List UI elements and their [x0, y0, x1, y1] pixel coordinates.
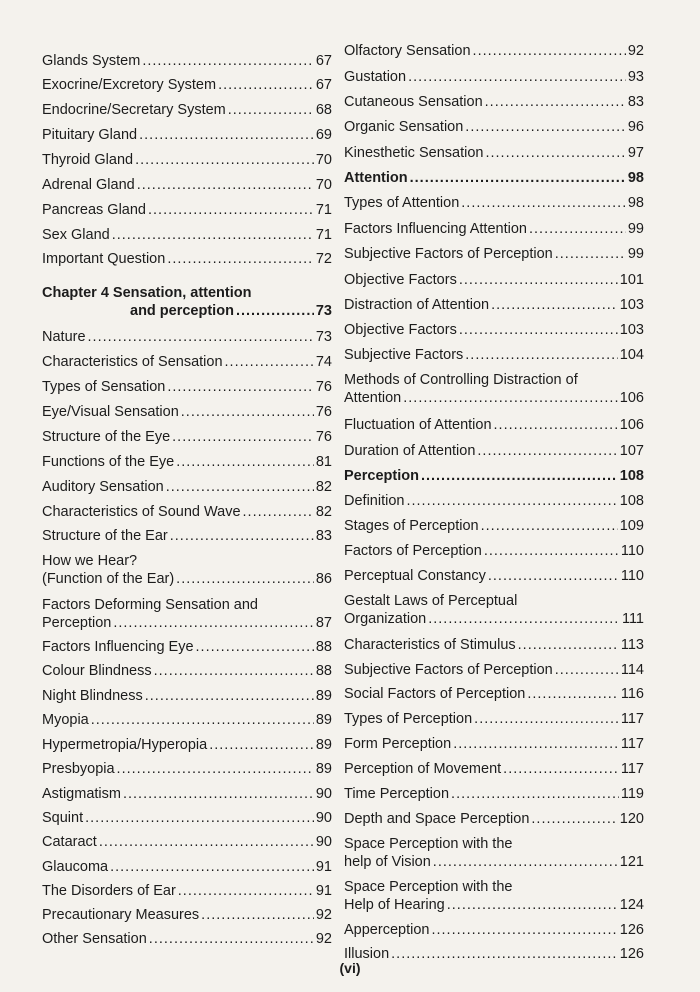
toc-entry-page: 97	[627, 145, 644, 161]
toc-entry	[42, 930, 332, 948]
leader-dots	[453, 735, 619, 753]
leader-dots	[135, 151, 314, 169]
toc-entry-page: 98	[627, 195, 644, 211]
toc-entry-page: 89	[315, 761, 332, 777]
leader-dots	[225, 353, 314, 371]
toc-entry-title: Apperception	[344, 922, 430, 938]
toc-entry	[42, 176, 332, 194]
toc-entry	[42, 882, 332, 900]
toc-entry-title: Organization	[344, 611, 427, 627]
leader-dots	[403, 389, 618, 407]
toc-entry-title: Night Blindness	[42, 688, 143, 704]
toc-entry-title: Types of Sensation	[42, 379, 166, 395]
leader-dots	[555, 661, 619, 679]
toc-entry	[344, 785, 644, 803]
toc-entry-title: Adrenal Gland	[42, 177, 135, 193]
toc-entry-page: 119	[620, 786, 644, 802]
toc-entry	[344, 735, 644, 753]
toc-entry-page: 70	[315, 177, 332, 193]
toc-entry-title: Kinesthetic Sensation	[344, 145, 484, 161]
leader-dots	[117, 760, 314, 778]
toc-entry-title: Presbyopia	[42, 761, 115, 777]
toc-entry-title: Gustation	[344, 69, 407, 85]
leader-dots	[236, 302, 314, 320]
toc-entry	[42, 906, 332, 924]
toc-entry-page: 90	[315, 834, 332, 850]
toc-entry-title: Form Perception	[344, 736, 452, 752]
toc-entry	[42, 226, 332, 244]
toc-entry-title: Organic Sensation	[344, 119, 464, 135]
toc-entry-title: The Disorders of Ear	[42, 883, 176, 899]
leader-dots	[218, 76, 314, 94]
toc-entry	[42, 638, 332, 656]
toc-entry-page: 99	[627, 246, 644, 262]
toc-entry-page: 103	[619, 297, 644, 313]
toc-entry	[42, 453, 332, 471]
toc-entry-title: Cataract	[42, 834, 97, 850]
toc-entry-page: 121	[619, 854, 644, 870]
leader-dots	[431, 921, 617, 939]
leader-dots	[488, 567, 619, 585]
leader-dots	[408, 68, 626, 86]
toc-entry-title: Factors Influencing Eye	[42, 639, 194, 655]
leader-dots	[142, 52, 314, 70]
leader-dots	[465, 346, 618, 364]
toc-entry-page: 83	[315, 528, 332, 544]
toc-entry-title: Precautionary Measures	[42, 907, 200, 923]
toc-entry-page: 76	[315, 429, 332, 445]
chapter-heading-page: 73	[315, 303, 332, 319]
leader-dots	[209, 736, 314, 754]
leader-dots	[148, 201, 314, 219]
toc-entry	[344, 42, 644, 60]
toc-entry-title: Pituitary Gland	[42, 127, 138, 143]
toc-entry-title-line1: Space Perception with the	[344, 879, 513, 895]
toc-entry	[42, 687, 332, 705]
toc-entry-title: Time Perception	[344, 786, 450, 802]
toc-entry-title: Structure of the Eye	[42, 429, 171, 445]
toc-entry-title: Stages of Perception	[344, 518, 479, 534]
leader-dots	[110, 858, 314, 876]
toc-entry-title: Auditory Sensation	[42, 479, 164, 495]
toc-entry-page: 76	[315, 379, 332, 395]
toc-entry-page: 89	[315, 688, 332, 704]
toc-entry	[42, 662, 332, 680]
toc-entry-title: Perceptual Constancy	[344, 568, 486, 584]
chapter-heading-line1: Chapter 4 Sensation, attention	[42, 285, 252, 301]
toc-entry-page: 108	[619, 468, 644, 484]
toc-entry	[42, 328, 332, 346]
toc-entry-page: 90	[315, 786, 332, 802]
leader-dots	[88, 328, 314, 346]
toc-entry	[344, 542, 644, 560]
toc-entry-title: Perception of Movement	[344, 761, 502, 777]
leader-dots	[137, 176, 314, 194]
toc-entry	[42, 478, 332, 496]
toc-entry	[42, 809, 332, 827]
toc-entry	[42, 52, 332, 70]
toc-entry-title: Definition	[344, 493, 405, 509]
toc-entry-title: Fluctuation of Attention	[344, 417, 492, 433]
leader-dots	[145, 687, 314, 705]
toc-entry-page: 111	[621, 611, 644, 627]
toc-entry	[344, 144, 644, 162]
toc-entry-page: 126	[619, 946, 644, 962]
toc-entry-title: Factors of Perception	[344, 543, 482, 559]
leader-dots	[491, 296, 618, 314]
leader-dots	[531, 810, 617, 828]
toc-entry	[42, 201, 332, 219]
leader-dots	[477, 442, 617, 460]
leader-dots	[529, 220, 626, 238]
toc-entry-title: Olfactory Sensation	[344, 43, 471, 59]
leader-dots	[428, 610, 620, 628]
toc-entry	[344, 194, 644, 212]
leader-dots	[465, 118, 626, 136]
toc-entry-page: 109	[619, 518, 644, 534]
toc-entry-page: 124	[619, 897, 644, 913]
leader-dots	[178, 882, 314, 900]
toc-section-heading	[344, 169, 644, 187]
toc-entry	[42, 101, 332, 119]
toc-entry	[344, 517, 644, 535]
toc-entry-title: Characteristics of Stimulus	[344, 637, 516, 653]
leader-dots	[433, 853, 618, 871]
leader-dots	[167, 250, 314, 268]
toc-entry-page: 89	[315, 712, 332, 728]
leader-dots	[474, 710, 619, 728]
leader-dots	[527, 685, 619, 703]
toc-entry-page: 67	[315, 77, 332, 93]
toc-entry	[344, 296, 644, 314]
toc-entry-page: 88	[315, 663, 332, 679]
toc-entry	[42, 736, 332, 754]
toc-entry	[42, 378, 332, 396]
toc-entry	[344, 118, 644, 136]
toc-entry-title: Perception	[42, 615, 112, 631]
toc-entry-page: 106	[619, 417, 644, 433]
toc-entry-page: 91	[315, 883, 332, 899]
toc-entry-page: 88	[315, 639, 332, 655]
toc-entry-title: Characteristics of Sound Wave	[42, 504, 241, 520]
toc-entry-title-line1: Methods of Controlling Distraction of	[344, 372, 578, 388]
toc-entry-title: Glands System	[42, 53, 141, 69]
toc-entry-title: Distraction of Attention	[344, 297, 490, 313]
toc-entry-page: 117	[620, 736, 644, 752]
leader-dots	[461, 194, 626, 212]
toc-entry-title: Colour Blindness	[42, 663, 152, 679]
toc-entry-title: Types of Perception	[344, 711, 473, 727]
toc-entry	[344, 878, 644, 914]
toc-entry-page: 71	[315, 227, 332, 243]
toc-entry	[42, 353, 332, 371]
toc-entry-title: Illusion	[344, 946, 390, 962]
toc-entry-title: Thyroid Gland	[42, 152, 134, 168]
toc-entry-title: Other Sensation	[42, 931, 147, 947]
toc-entry	[42, 428, 332, 446]
leader-dots	[154, 662, 314, 680]
toc-entry-page: 72	[315, 251, 332, 267]
toc-entry	[344, 835, 644, 871]
leader-dots	[91, 711, 314, 729]
toc-entry	[42, 403, 332, 421]
leader-dots	[196, 638, 314, 656]
leader-dots	[485, 93, 626, 111]
toc-entry	[42, 785, 332, 803]
toc-section-heading	[344, 467, 644, 485]
leader-dots	[481, 517, 618, 535]
toc-entry	[344, 346, 644, 364]
chapter-heading	[42, 284, 332, 320]
toc-entry	[344, 685, 644, 703]
toc-entry-title-line1: Gestalt Laws of Perceptual	[344, 593, 518, 609]
leader-dots	[149, 930, 314, 948]
toc-entry-title: Squint	[42, 810, 84, 826]
toc-entry-title: Myopia	[42, 712, 89, 728]
leader-dots	[447, 896, 618, 914]
toc-entry-title: Attention	[344, 390, 402, 406]
toc-entry	[344, 567, 644, 585]
toc-entry-page: 126	[619, 922, 644, 938]
toc-entry-page: 113	[620, 637, 644, 653]
toc-entry-page: 69	[315, 127, 332, 143]
toc-entry-title: Characteristics of Sensation	[42, 354, 223, 370]
toc-entry-page: 71	[315, 202, 332, 218]
leader-dots	[201, 906, 314, 924]
toc-entry-title: Objective Factors	[344, 272, 457, 288]
toc-entry	[344, 442, 644, 460]
toc-entry-title: Functions of the Eye	[42, 454, 175, 470]
leader-dots	[410, 169, 626, 187]
toc-entry-page: 117	[620, 761, 644, 777]
toc-entry-title: Duration of Attention	[344, 443, 476, 459]
toc-entry-page: 92	[315, 907, 332, 923]
leader-dots	[485, 144, 625, 162]
toc-entry	[344, 592, 644, 628]
toc-entry-page: 92	[315, 931, 332, 947]
toc-entry	[344, 245, 644, 263]
toc-entry-page: 101	[619, 272, 644, 288]
toc-entry-title-line1: Space Perception with the	[344, 836, 513, 852]
toc-entry	[42, 76, 332, 94]
toc-entry-title: Perception	[344, 468, 419, 484]
toc-entry	[344, 68, 644, 86]
leader-dots	[176, 453, 314, 471]
leader-dots	[170, 527, 314, 545]
toc-entry-page: 81	[315, 454, 332, 470]
leader-dots	[228, 101, 314, 119]
toc-entry-page: 106	[619, 390, 644, 406]
leader-dots	[166, 478, 314, 496]
toc-entry	[42, 503, 332, 521]
toc-entry-title: Hypermetropia/Hyperopia	[42, 737, 208, 753]
toc-entry-title: Pancreas Gland	[42, 202, 146, 218]
leader-dots	[451, 785, 619, 803]
toc-entry-page: 117	[620, 711, 644, 727]
toc-entry	[344, 810, 644, 828]
leader-dots	[243, 503, 314, 521]
toc-entry	[344, 710, 644, 728]
toc-entry-page: 90	[315, 810, 332, 826]
toc-entry-page: 67	[315, 53, 332, 69]
leader-dots	[85, 809, 314, 827]
chapter-heading-title: and perception	[130, 303, 234, 319]
leader-dots	[176, 570, 314, 588]
toc-entry-title: Astigmatism	[42, 786, 121, 802]
toc-entry-page: 73	[315, 329, 332, 345]
leader-dots	[473, 42, 626, 60]
leader-dots	[113, 614, 314, 632]
toc-entry	[344, 492, 644, 510]
leader-dots	[167, 378, 314, 396]
toc-entry-page: 99	[627, 221, 644, 237]
toc-entry-page: 108	[619, 493, 644, 509]
toc-entry-title: Types of Attention	[344, 195, 460, 211]
toc-entry-page: 89	[315, 737, 332, 753]
toc-entry	[344, 321, 644, 339]
toc-entry-page: 110	[620, 543, 644, 559]
leader-dots	[139, 126, 314, 144]
toc-entry-page: 114	[620, 662, 644, 678]
toc-entry	[344, 371, 644, 407]
toc-entry-page: 104	[619, 347, 644, 363]
leader-dots	[99, 833, 314, 851]
toc-entry	[344, 416, 644, 434]
toc-entry-title: Subjective Factors of Perception	[344, 662, 553, 678]
toc-entry	[344, 271, 644, 289]
toc-entry-title: Cutaneous Sensation	[344, 94, 483, 110]
toc-entry-title: Depth and Space Perception	[344, 811, 530, 827]
toc-entry	[344, 921, 644, 939]
toc-entry-page: 91	[315, 859, 332, 875]
toc-entry-page: 70	[315, 152, 332, 168]
toc-entry-page: 93	[627, 69, 644, 85]
toc-entry	[42, 760, 332, 778]
page-number: (vi)	[339, 960, 361, 976]
leader-dots	[181, 403, 314, 421]
toc-entry-page: 96	[627, 119, 644, 135]
toc-entry-title-line1: How we Hear?	[42, 553, 138, 569]
toc-entry	[344, 636, 644, 654]
toc-entry	[42, 250, 332, 268]
toc-entry	[42, 126, 332, 144]
toc-entry-title: Important Question	[42, 251, 166, 267]
toc-entry-title: Exocrine/Excretory System	[42, 77, 217, 93]
toc-entry-title: Social Factors of Perception	[344, 686, 526, 702]
leader-dots	[494, 416, 618, 434]
toc-entry	[344, 220, 644, 238]
toc-entry-title: Attention	[344, 170, 408, 186]
toc-entry-page: 76	[315, 404, 332, 420]
toc-entry-title: Endocrine/Secretary System	[42, 102, 226, 118]
toc-entry-page: 86	[315, 571, 332, 587]
leader-dots	[459, 321, 618, 339]
leader-dots	[421, 467, 618, 485]
toc-entry-title: Glaucoma	[42, 859, 109, 875]
toc-entry	[42, 151, 332, 169]
toc-entry-page: 68	[315, 102, 332, 118]
toc-entry-title: (Function of the Ear)	[42, 571, 175, 587]
toc-entry	[344, 661, 644, 679]
toc-entry	[344, 760, 644, 778]
toc-entry-title: Nature	[42, 329, 86, 345]
toc-entry-title: Objective Factors	[344, 322, 457, 338]
toc-entry-page: 107	[619, 443, 644, 459]
leader-dots	[518, 636, 619, 654]
toc-entry	[42, 711, 332, 729]
toc-entry-title-line1: Factors Deforming Sensation and	[42, 597, 258, 613]
toc-entry	[42, 858, 332, 876]
toc-entry-page: 74	[315, 354, 332, 370]
toc-entry-page: 120	[619, 811, 644, 827]
toc-entry-page: 92	[627, 43, 644, 59]
toc-entry-title: Help of Hearing	[344, 897, 445, 913]
toc-entry-page: 116	[620, 686, 644, 702]
leader-dots	[503, 760, 619, 778]
toc-entry-page: 82	[315, 504, 332, 520]
toc-entry-title: Eye/Visual Sensation	[42, 404, 179, 420]
leader-dots	[555, 245, 626, 263]
toc-entry-page: 103	[619, 322, 644, 338]
toc-entry	[42, 596, 332, 632]
leader-dots	[484, 542, 619, 560]
toc-entry-page: 110	[620, 568, 644, 584]
toc-entry-title: Structure of the Ear	[42, 528, 168, 544]
leader-dots	[459, 271, 618, 289]
toc-entry-page: 98	[627, 170, 644, 186]
leader-dots	[112, 226, 314, 244]
toc-entry-title: help of Vision	[344, 854, 431, 870]
toc-entry-title: Sex Gland	[42, 227, 110, 243]
toc-entry	[344, 93, 644, 111]
leader-dots	[172, 428, 314, 446]
toc-entry-title: Subjective Factors	[344, 347, 464, 363]
toc-entry-page: 87	[315, 615, 332, 631]
toc-entry-title: Factors Influencing Attention	[344, 221, 527, 237]
toc-entry	[42, 527, 332, 545]
toc-entry-page: 83	[627, 94, 644, 110]
toc-entry	[42, 833, 332, 851]
toc-entry-title: Subjective Factors of Perception	[344, 246, 553, 262]
leader-dots	[123, 785, 314, 803]
leader-dots	[406, 492, 617, 510]
toc-entry	[42, 552, 332, 588]
toc-entry-page: 82	[315, 479, 332, 495]
